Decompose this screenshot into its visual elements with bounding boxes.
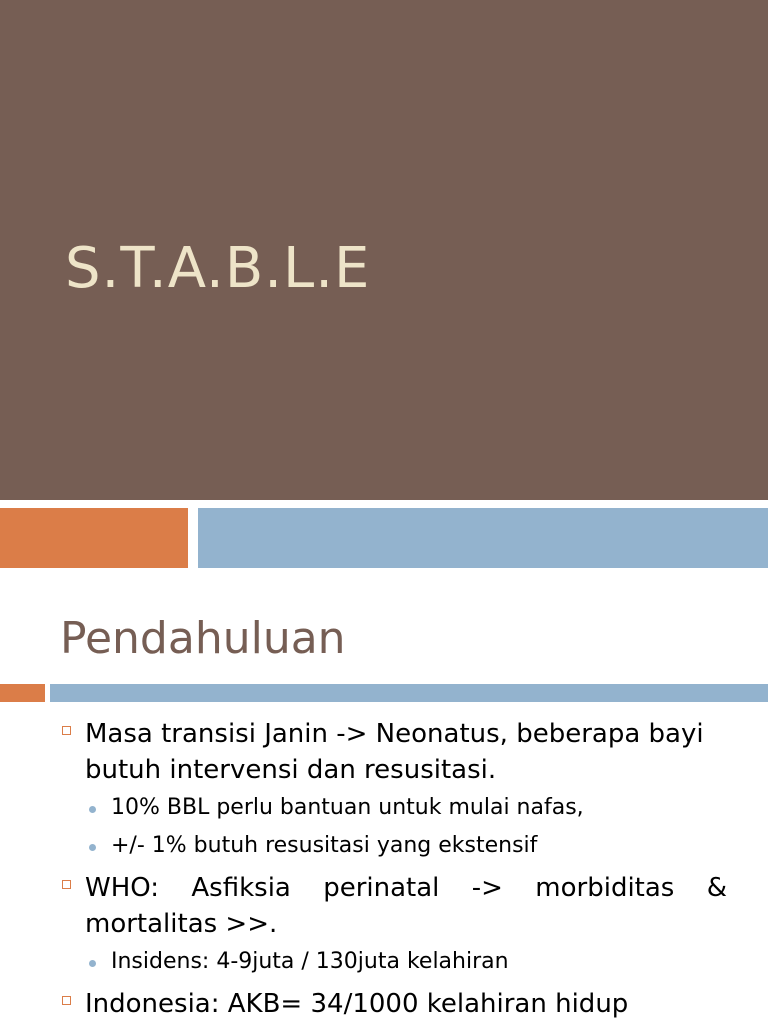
list-item: Indonesia: AKB= 34/1000 kelahiran hidup — [85, 989, 629, 1019]
title-slide — [0, 0, 768, 500]
divider-orange — [0, 684, 45, 702]
list-item: WHO: Asfiksia perinatal -> morbiditas & mortalitas >>. — [85, 873, 727, 939]
accent-bar-blue — [198, 508, 768, 568]
dot-bullet-icon — [89, 844, 96, 851]
list-item: +/- 1% butuh resusitasi yang ekstensif — [111, 833, 538, 858]
list-item: 10% BBL perlu bantuan untuk mulai nafas, — [111, 795, 584, 820]
accent-bar-orange — [0, 508, 188, 568]
square-bullet-icon — [62, 996, 71, 1005]
dot-bullet-icon — [89, 960, 96, 967]
list-item: Insidens: 4-9juta / 130juta kelahiran — [111, 949, 509, 974]
section-title: Pendahuluan — [60, 613, 346, 664]
square-bullet-icon — [62, 880, 71, 889]
dot-bullet-icon — [89, 806, 96, 813]
divider-blue — [50, 684, 768, 702]
square-bullet-icon — [62, 726, 71, 735]
slide-title: S.T.A.B.L.E — [65, 236, 371, 301]
list-item: Masa transisi Janin -> Neonatus, beberapa bayi butuh intervensi dan resusitasi. — [85, 719, 704, 785]
